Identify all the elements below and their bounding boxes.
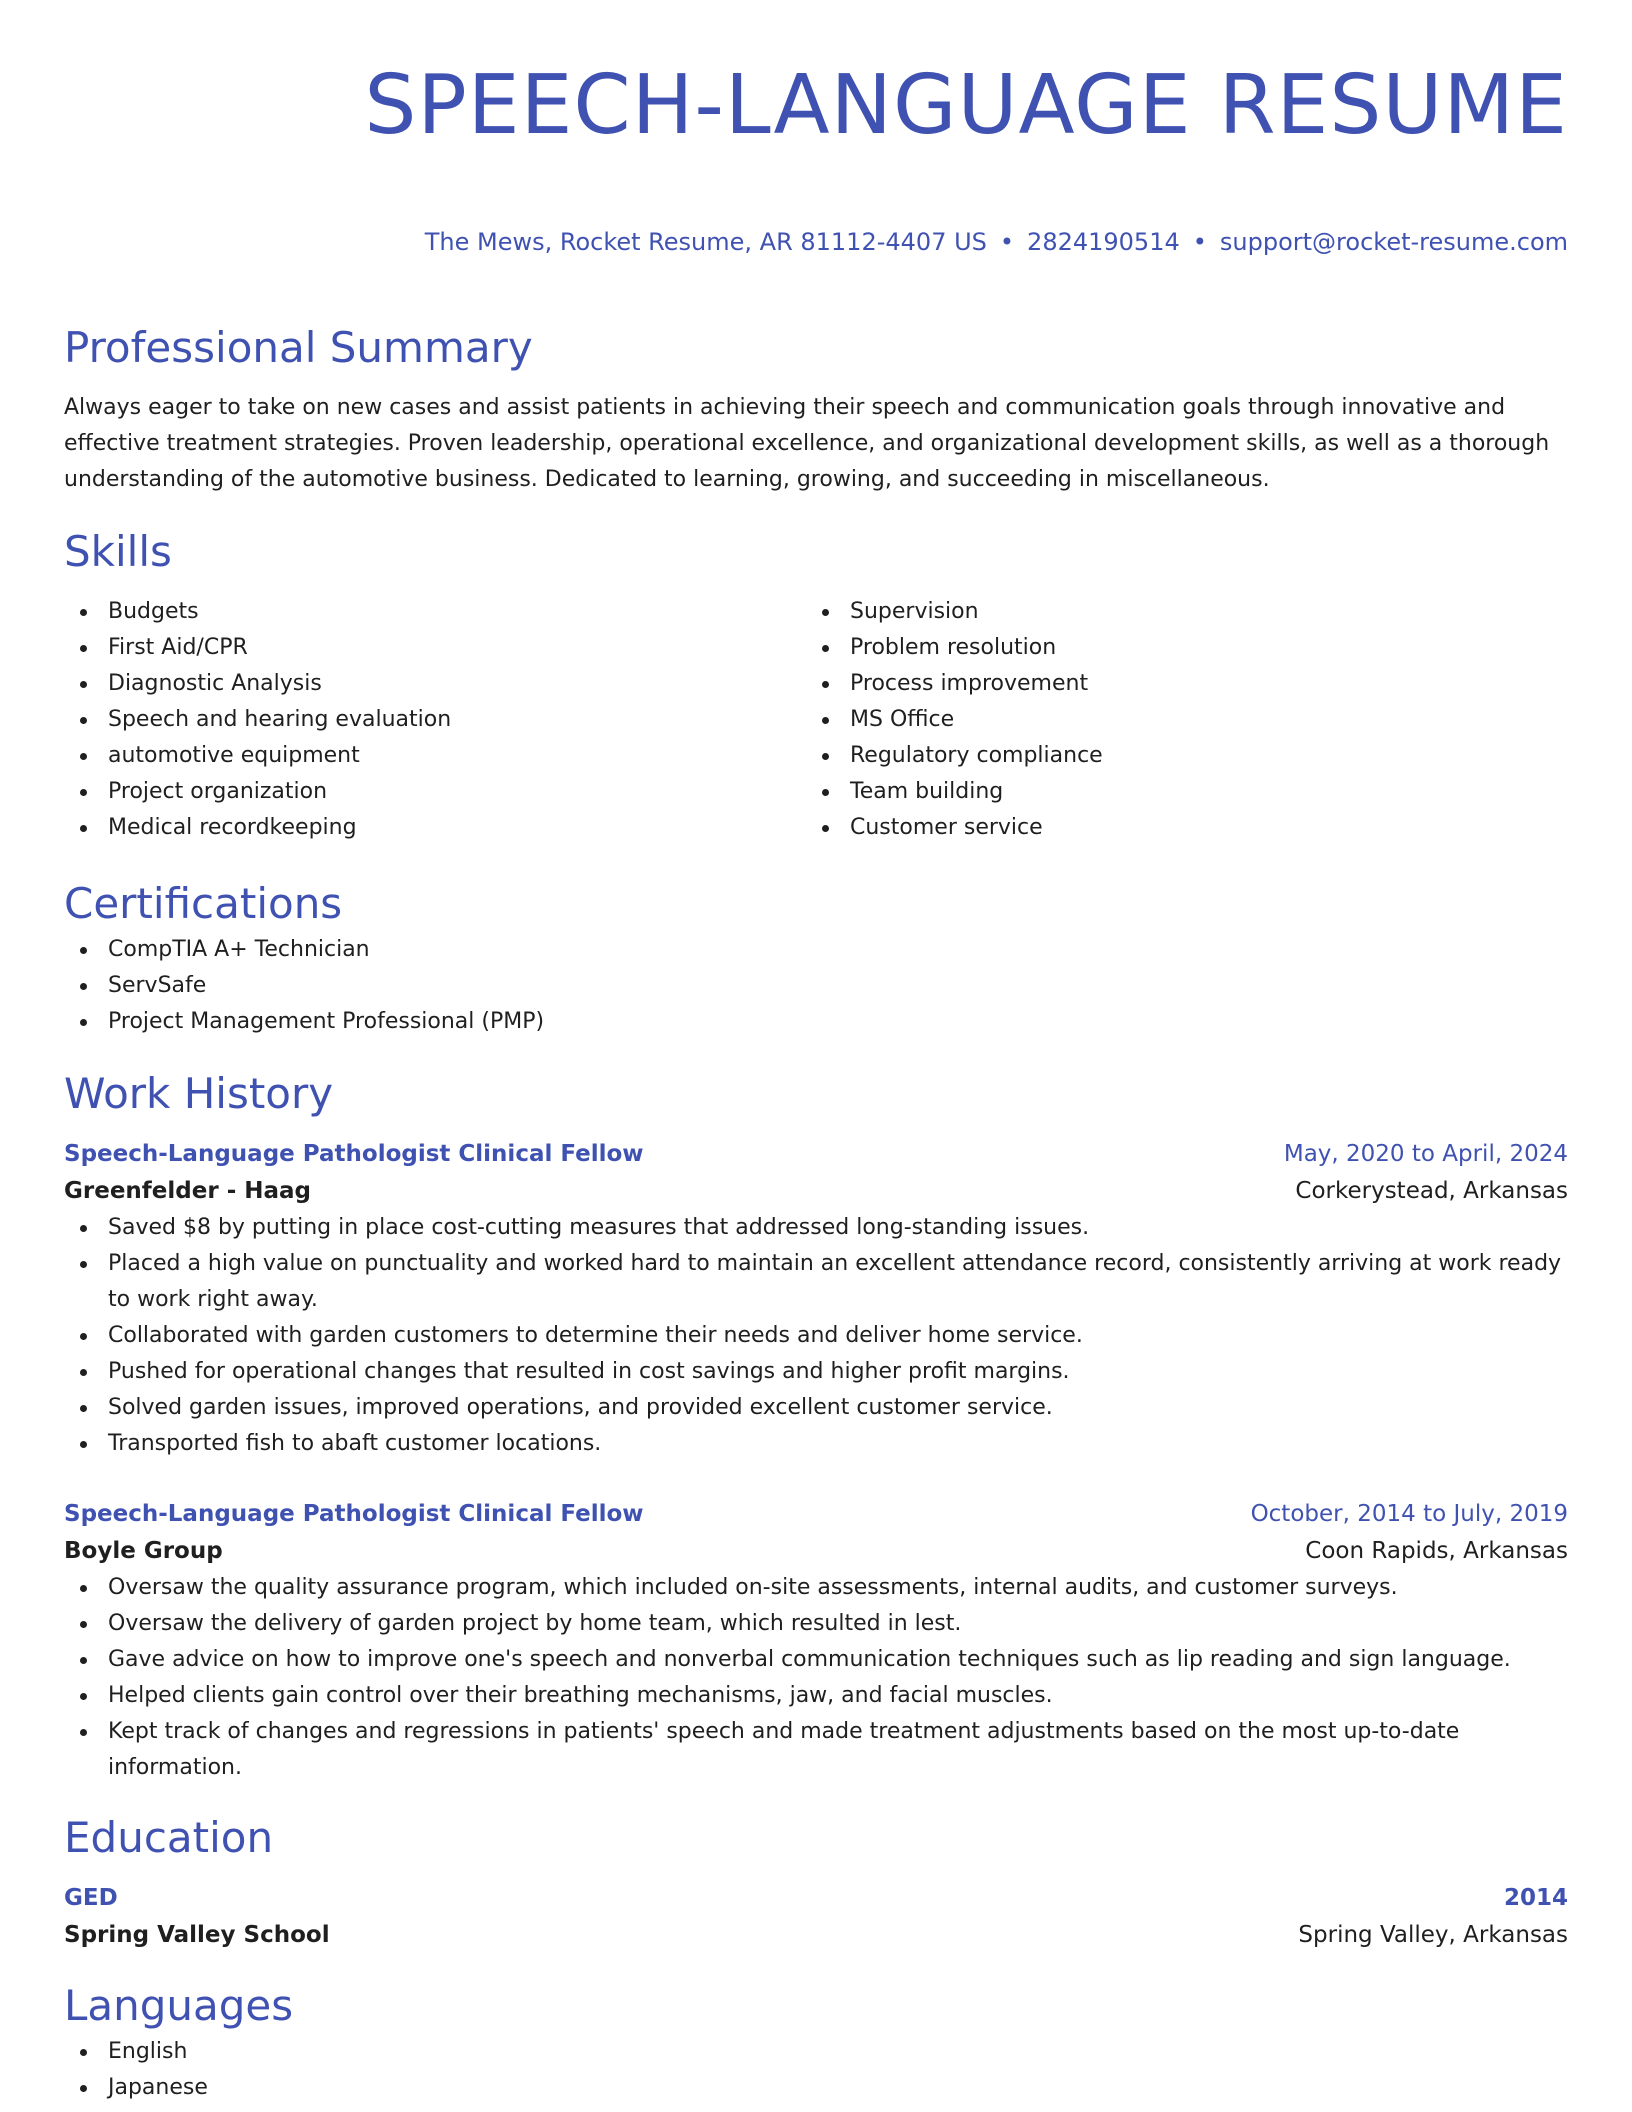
resume-header	[64, 56, 1568, 258]
certification-item: ServSafe	[64, 968, 1568, 1004]
skill-item: automotive equipment	[64, 738, 806, 774]
skill-item: Medical recordkeeping	[64, 810, 806, 846]
job-bullet: Helped clients gain control over their breathing mechanisms, jaw, and facial muscles.	[64, 1678, 1568, 1714]
skill-item: Team building	[806, 774, 1548, 810]
skill-item: Process improvement	[806, 666, 1548, 702]
job-entry	[64, 1136, 1568, 1462]
summary-heading: Professional Summary	[64, 323, 533, 372]
certifications-heading: Certifications	[64, 879, 343, 928]
contact-line	[64, 226, 1568, 258]
contact-phone: 2824190514	[1027, 228, 1180, 256]
job-location: Coon Rapids, Arkansas	[1305, 1538, 1568, 1564]
job-employer-row	[64, 1532, 1568, 1570]
skill-item: First Aid/CPR	[64, 630, 806, 666]
job-location: Corkerystead, Arkansas	[1295, 1178, 1568, 1204]
skill-item: Budgets	[64, 594, 806, 630]
job-dates: May, 2020 to April, 2024	[1283, 1141, 1568, 1167]
job-bullet: Saved $8 by putting in place cost-cutting measures that addressed long-standing issues.	[64, 1210, 1568, 1246]
skill-item: Supervision	[806, 594, 1548, 630]
skill-item: Customer service	[806, 810, 1548, 846]
job-employer: Greenfelder - Haag	[64, 1178, 312, 1204]
job-title: Speech-Language Pathologist Clinical Fellow	[64, 1141, 644, 1167]
contact-separator: •	[999, 228, 1015, 256]
skills-column-right	[806, 594, 1548, 846]
languages-list	[64, 2034, 1568, 2106]
education-school: Spring Valley School	[64, 1922, 330, 1948]
work-history-heading: Work History	[64, 1069, 334, 1118]
job-bullet: Transported fish to abaft customer locations.	[64, 1426, 1568, 1462]
education-heading: Education	[64, 1813, 274, 1862]
job-bullet: Collaborated with garden customers to determine their needs and deliver home service.	[64, 1318, 1568, 1354]
language-item: English	[64, 2034, 1568, 2070]
education-degree-row	[64, 1880, 1568, 1916]
skill-item: Problem resolution	[806, 630, 1548, 666]
contact-address: The Mews, Rocket Resume, AR 81112-4407 US	[424, 228, 987, 256]
contact-email: support@rocket-resume.com	[1219, 228, 1568, 256]
education-degree: GED	[64, 1885, 118, 1911]
job-bullet: Oversaw the quality assurance program, which included on-site assessments, internal audits, and customer surveys.	[64, 1570, 1568, 1606]
job-employer: Boyle Group	[64, 1538, 223, 1564]
skills-column-left	[64, 594, 806, 846]
job-bullet: Pushed for operational changes that resulted in cost savings and higher profit margins.	[64, 1354, 1568, 1390]
skills-list	[64, 594, 1568, 846]
education-year: 2014	[1503, 1885, 1568, 1911]
resume-name: SPEECH-LANGUAGE RESUME	[364, 58, 1568, 153]
job-bullet: Solved garden issues, improved operations, and provided excellent customer service.	[64, 1390, 1568, 1426]
job-title: Speech-Language Pathologist Clinical Fellow	[64, 1501, 644, 1527]
certification-item: CompTIA A+ Technician	[64, 932, 1568, 968]
job-entry	[64, 1496, 1568, 1786]
job-bullet: Kept track of changes and regressions in patients' speech and made treatment adjustments based on the most up-to-date information.	[64, 1714, 1568, 1786]
skill-item: Regulatory compliance	[806, 738, 1548, 774]
education-location: Spring Valley, Arkansas	[1298, 1922, 1568, 1948]
job-title-row	[64, 1496, 1568, 1532]
languages-heading: Languages	[64, 1981, 294, 2030]
job-employer-row	[64, 1172, 1568, 1210]
job-bullet: Gave advice on how to improve one's speech and nonverbal communication techniques such as lip reading and sign language.	[64, 1642, 1568, 1678]
education-school-row	[64, 1916, 1568, 1954]
job-title-row	[64, 1136, 1568, 1172]
resume-page	[64, 0, 1568, 2106]
certifications-list	[64, 932, 1568, 1040]
certification-item: Project Management Professional (PMP)	[64, 1004, 1568, 1040]
skill-item: Project organization	[64, 774, 806, 810]
skills-heading: Skills	[64, 527, 172, 576]
contact-separator: •	[1192, 228, 1207, 256]
language-item: Japanese	[64, 2070, 1568, 2106]
job-bullets	[64, 1570, 1568, 1786]
job-bullets	[64, 1210, 1568, 1462]
education-entry	[64, 1880, 1568, 1954]
job-bullet: Oversaw the delivery of garden project by home team, which resulted in lest.	[64, 1606, 1568, 1642]
skill-item: Diagnostic Analysis	[64, 666, 806, 702]
job-dates: October, 2014 to July, 2019	[1250, 1501, 1568, 1527]
job-bullet: Placed a high value on punctuality and worked hard to maintain an excellent attendance record, consistently arriving at work ready to work right away.	[64, 1246, 1568, 1318]
skill-item: Speech and hearing evaluation	[64, 702, 806, 738]
summary-text: Always eager to take on new cases and assist patients in achieving their speech and communication goals through innovative and effective treatment strategies. Proven leadership, operational excellence, and organizational development skills, as well as a thorough understanding of the automotive business. Dedicated to learning, growing, and succeeding in miscellaneous.	[64, 395, 1550, 492]
skill-item: MS Office	[806, 702, 1548, 738]
